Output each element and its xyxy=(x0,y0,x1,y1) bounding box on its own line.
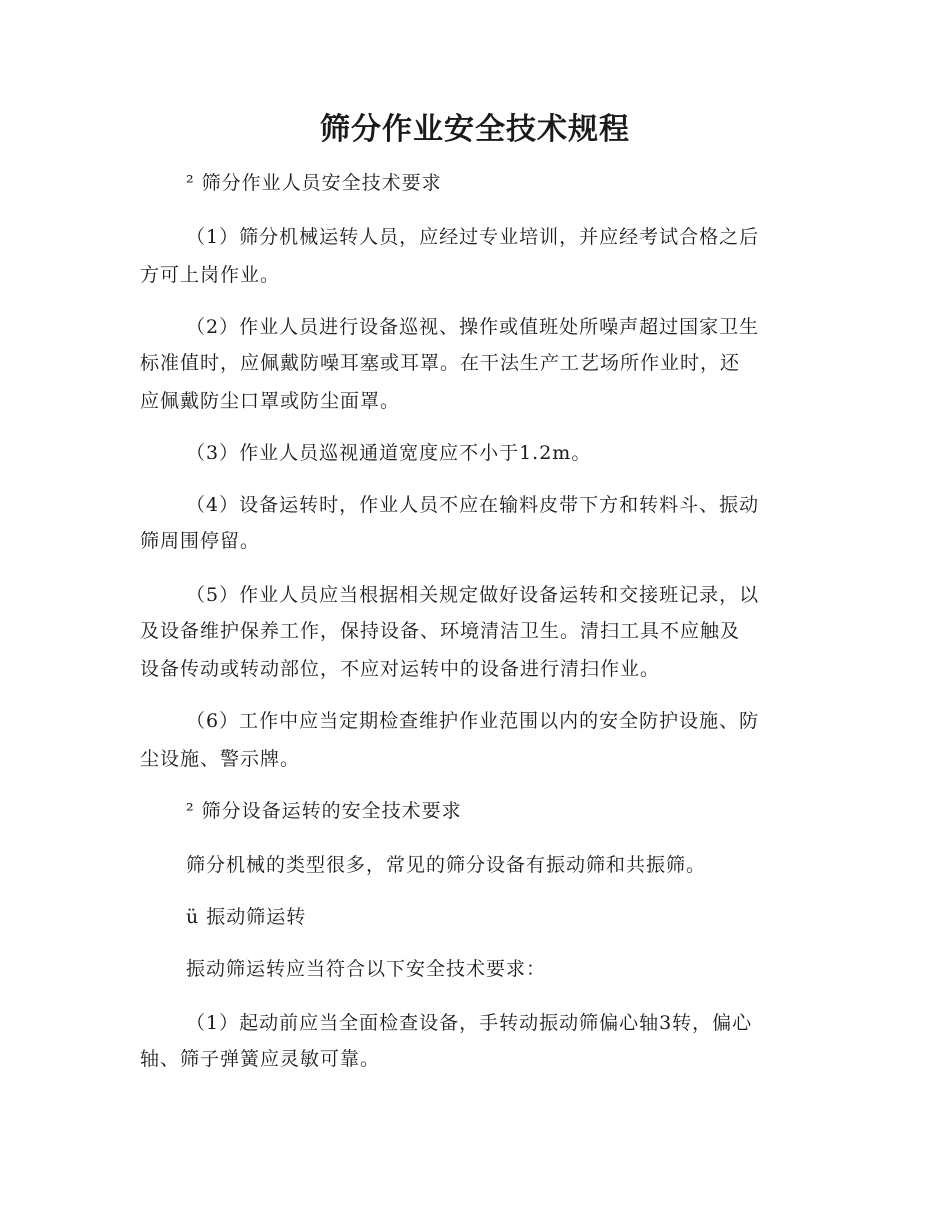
section-heading-equipment: ² 筛分设备运转的安全技术要求 xyxy=(186,800,462,822)
subsection-heading-vibrating-screen: ü 振动筛运转 xyxy=(186,906,307,928)
section-heading-personnel: ² 筛分作业人员安全技术要求 xyxy=(186,172,442,194)
paragraph-line: （5）作业人员应当根据相关规定做好设备运转和交接班记录，以 xyxy=(186,584,760,606)
paragraph-line: 及设备维护保养工作，保持设备、环境清洁卫生。清扫工具不应触及 xyxy=(140,620,741,642)
paragraph-line: （3）作业人员巡视通道宽度应不小于1.2m。 xyxy=(186,442,592,464)
document-title: 筛分作业安全技术规程 xyxy=(320,112,630,147)
paragraph-line: （4）设备运转时，作业人员不应在输料皮带下方和转料斗、振动 xyxy=(186,494,760,516)
paragraph-line: （2）作业人员进行设备巡视、操作或值班处所噪声超过国家卫生 xyxy=(186,316,760,338)
paragraph-line: 尘设施、警示牌。 xyxy=(140,748,301,770)
paragraph-line: 方可上岗作业。 xyxy=(140,264,281,286)
paragraph-line: 设备传动或转动部位，不应对运转中的设备进行清扫作业。 xyxy=(140,658,661,680)
paragraph-line: （1）起动前应当全面检查设备，手转动振动筛偏心轴3转，偏心 xyxy=(186,1012,753,1034)
paragraph-line: 筛分机械的类型很多，常见的筛分设备有振动筛和共振筛。 xyxy=(186,854,707,876)
paragraph-line: 标准值时，应佩戴防噪耳塞或耳罩。在干法生产工艺场所作业时，还 xyxy=(140,352,741,374)
paragraph-line: 振动筛运转应当符合以下安全技术要求： xyxy=(186,958,547,980)
paragraph-line: （6）工作中应当定期检查维护作业范围以内的安全防护设施、防 xyxy=(186,710,760,732)
paragraph-line: 应佩戴防尘口罩或防尘面罩。 xyxy=(140,390,401,412)
paragraph-line: 轴、筛子弹簧应灵敏可靠。 xyxy=(140,1048,381,1070)
paragraph-line: （1）筛分机械运转人员，应经过专业培训，并应经考试合格之后 xyxy=(186,226,760,248)
paragraph-line: 筛周围停留。 xyxy=(140,530,261,552)
